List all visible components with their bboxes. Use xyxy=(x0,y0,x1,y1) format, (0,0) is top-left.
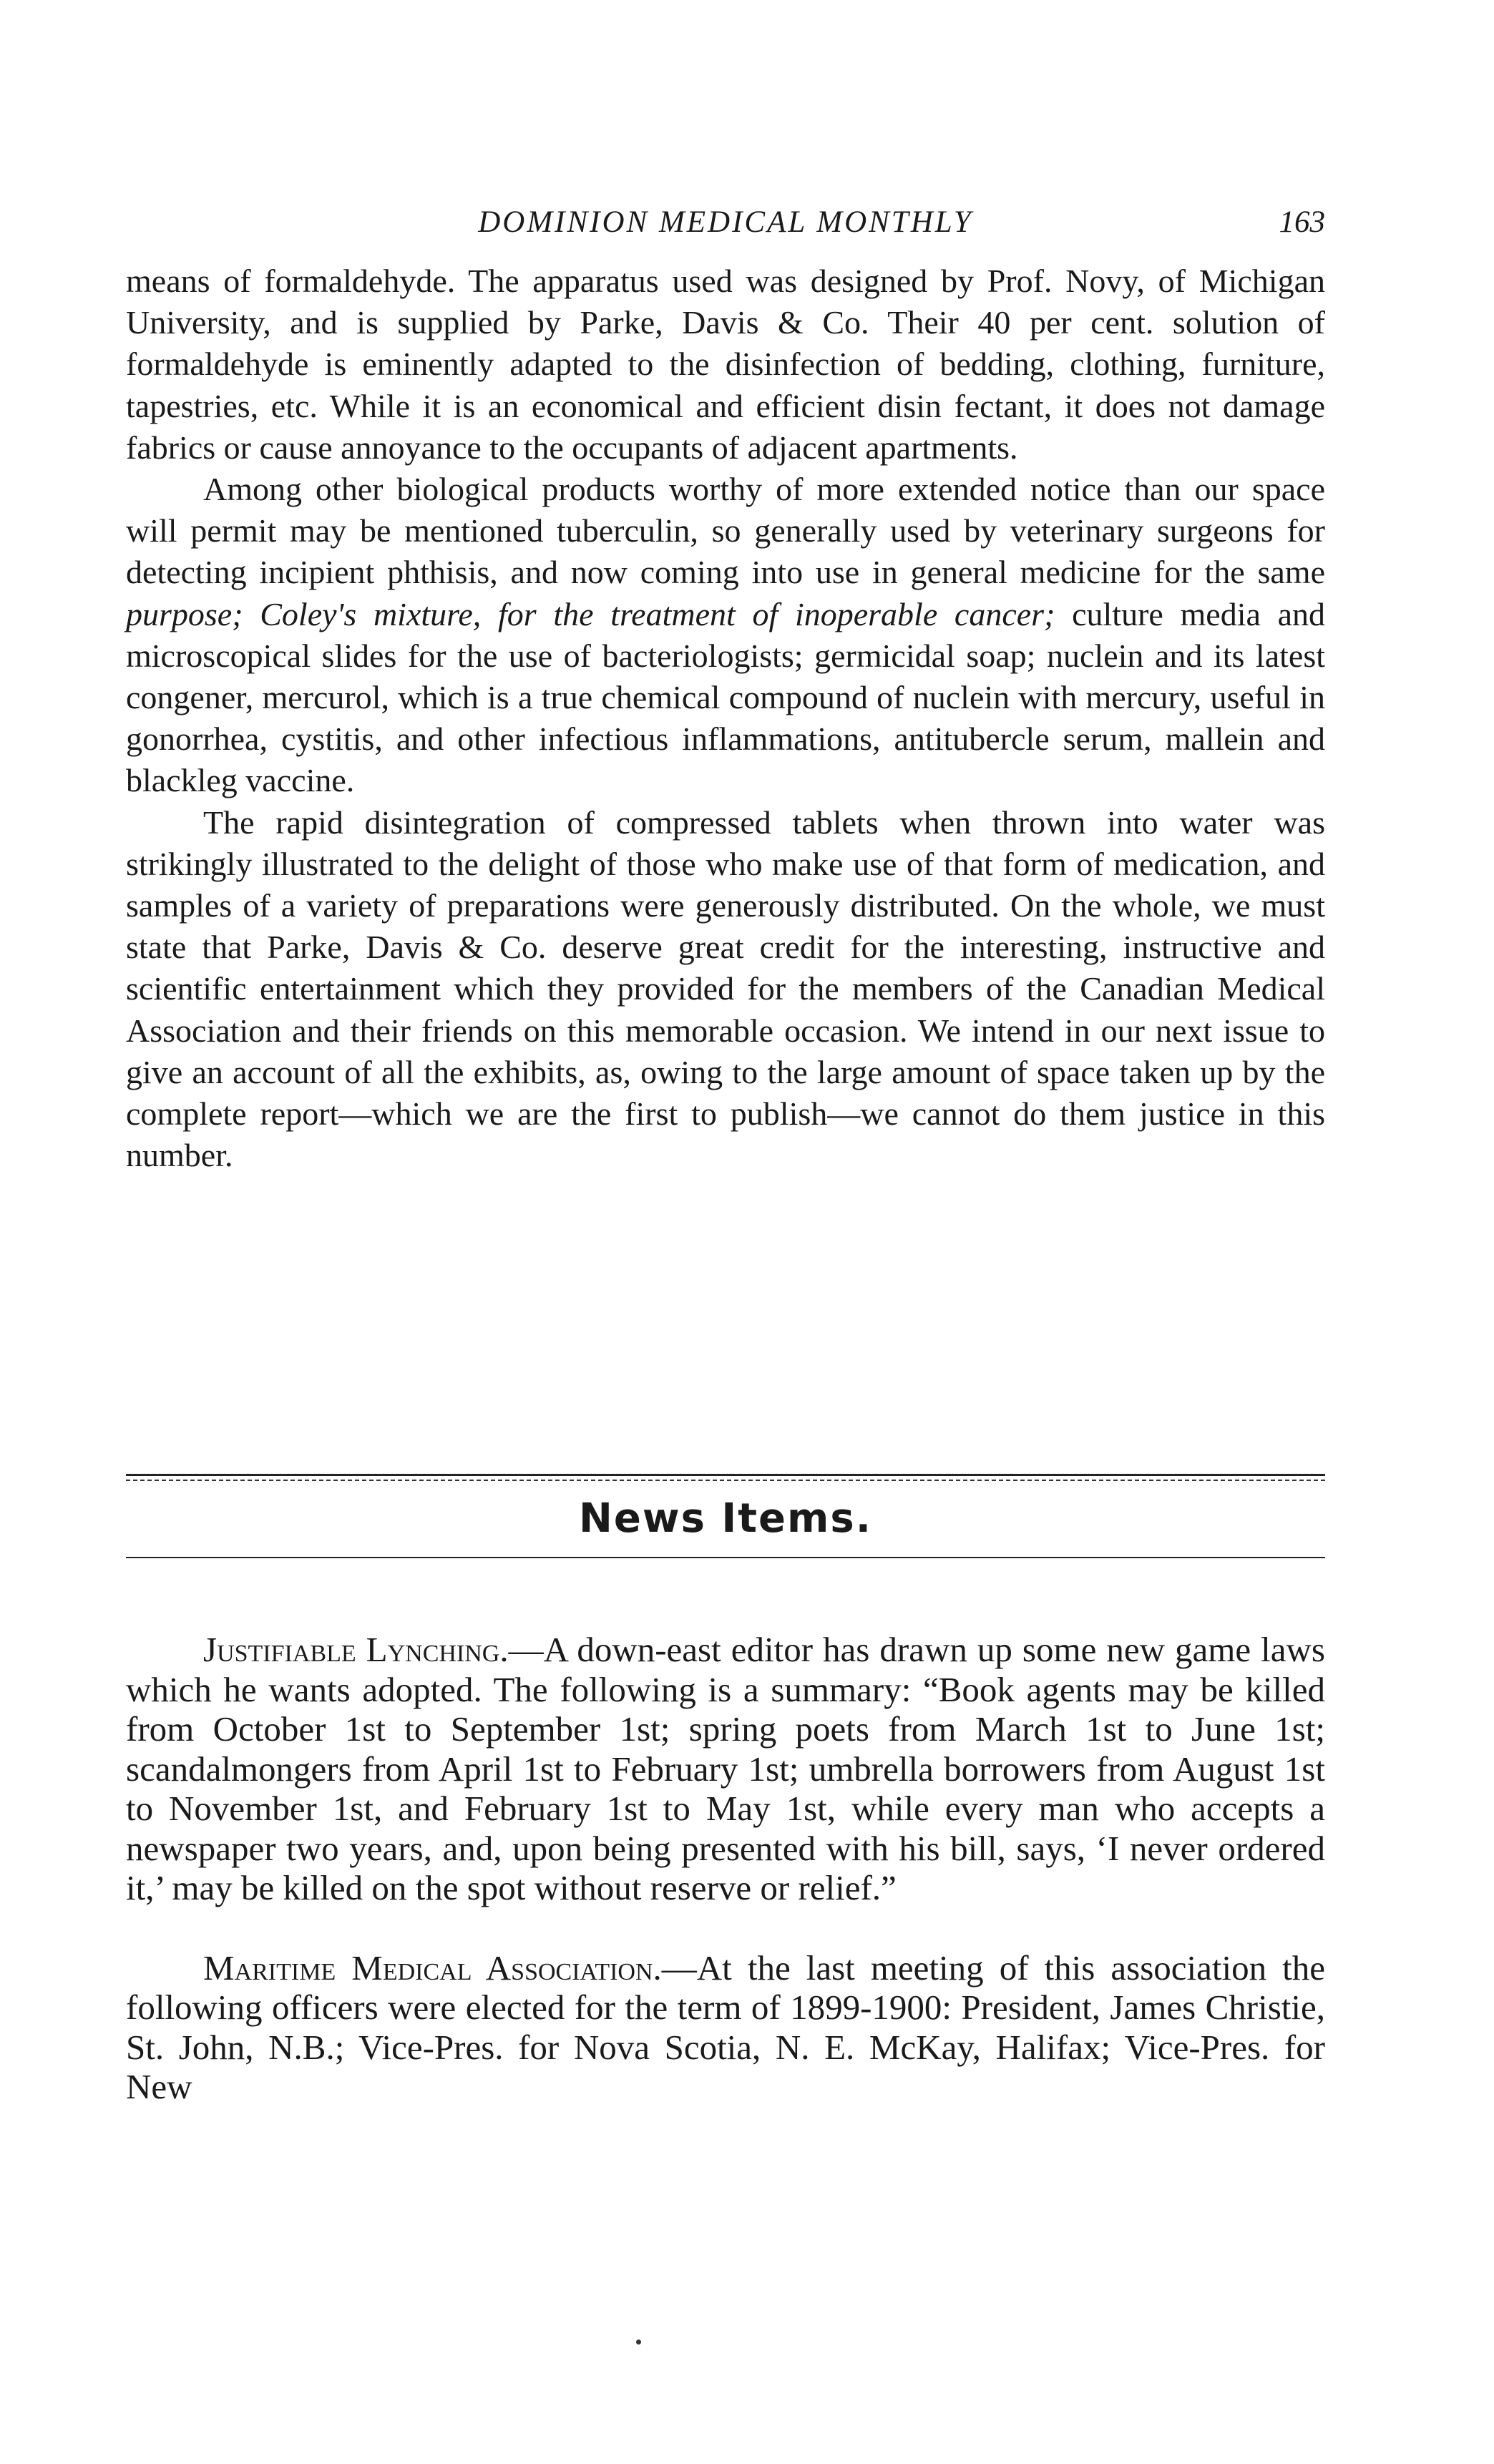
paragraph-biological-products-italic: purpose; Coley's mixture, for the treatment of inoperable cancer; xyxy=(126,595,1055,632)
running-head xyxy=(126,205,1325,248)
print-speck xyxy=(636,2340,641,2345)
news-item-lynching xyxy=(126,1630,1325,1908)
news-item-body: —A down-east editor has drawn up some new game laws which he wants adopted. The following is a summary: “Book agents may be killed from October 1st to September 1st; spring poets from March 1st to June 1st; scandalmongers from April 1st to February 1st; umbrella borrowers from August 1st to November 1st, and February 1st to May 1st, while every man who accepts a newspaper two years, and, upon being presented with his bill, says, ‘I never ordered it,’ may be killed on the spot without reserve or relief.” xyxy=(126,1630,1325,1907)
page-number: 163 xyxy=(1279,205,1325,239)
divider-line-dashed xyxy=(126,1480,1325,1481)
news-item-maritime-medical xyxy=(126,1948,1325,2107)
running-title: DOMINION MEDICAL MONTHLY xyxy=(478,205,973,239)
section-divider-bottom xyxy=(126,1557,1325,1558)
section-divider-top xyxy=(126,1474,1325,1481)
paragraph-biological-products-end: culture media and microscopical slides for the use of bacteriologists; germicidal soap; nuclein and its latest congener, mercurol, which is a true chemical compound of nuclein with mercury, useful in gonorrhea, cystitis, and other infectious inflammations, antitubercle serum, mallein and blackleg vaccine. xyxy=(126,595,1325,799)
paragraph-biological-products-start: Among other biological products worthy of more extended notice than our space will permit may be mentioned tuberculin, so generally used by veterinary surgeons for detecting incipient phthisis, and now coming into use in general medicine for the same xyxy=(126,471,1325,591)
article-body xyxy=(126,260,1325,1176)
news-item-title: Maritime Medical Association. xyxy=(203,1947,662,1988)
paragraph-biological-products xyxy=(126,469,1325,802)
section-heading-news-items: News Items. xyxy=(579,1495,872,1542)
news-items xyxy=(126,1630,1325,2107)
news-item-body: —At the last meeting of this association the following officers were elected for the term of 1899-1900: President, James Christie, St. John, N.B.; Vice-Pres. for Nova Scotia, N. E. McKay, Halifax; Vice-Pres. for New xyxy=(126,1947,1325,2106)
divider-line xyxy=(126,1474,1325,1476)
news-item-title: Justifiable Lynching. xyxy=(203,1630,509,1669)
divider-line xyxy=(126,1557,1325,1558)
paragraph-formaldehyde: means of formaldehyde. The apparatus used was designed by Prof. Novy, of Michigan University, and is supplied by Parke, Davis & Co. Their 40 per cent. solution of formaldehyde is eminently adapted to the disinfection of bedding, clothing, furniture, tapestries, etc. While it is an economical and efficient disin fectant, it does not damage fabrics or cause annoyance to the occupants of adjacent apartments. xyxy=(126,263,1325,466)
paragraph-compressed-tablets: The rapid disintegration of compressed tablets when thrown into water was strikingly illustrated to the delight of those who make use of that form of medication, and samples of a variety of preparations were generously distributed. On the whole, we must state that Parke, Davis & Co. deserve great credit for the interesting, instructive and scientific entertainment which they provided for the members of the Canadian Medical Association and their friends on this memorable occasion. We intend in our next issue to give an account of all the exhibits, as, owing to the large amount of space taken up by the complete report—which we are the first to publish—we cannot do them justice in this number. xyxy=(126,803,1325,1174)
